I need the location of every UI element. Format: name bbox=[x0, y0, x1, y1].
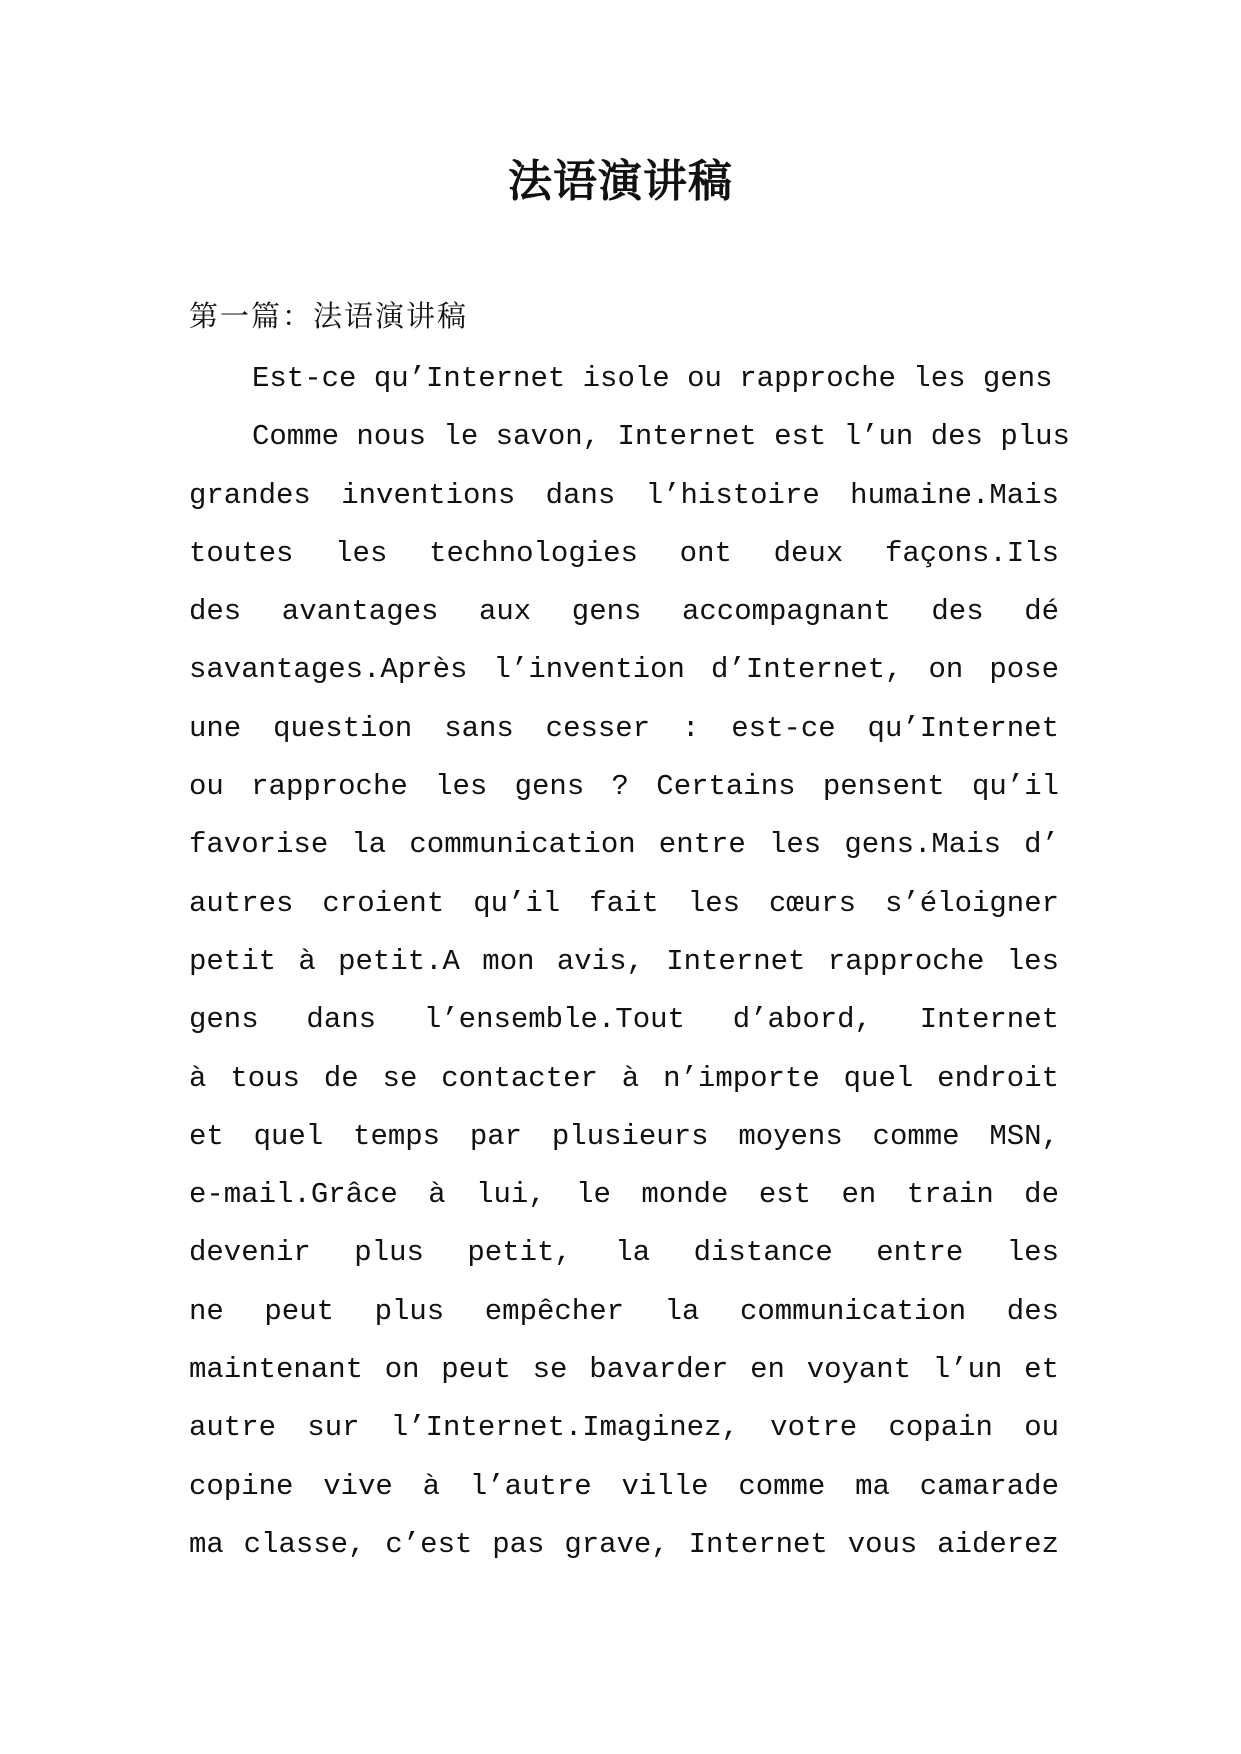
section-heading: 第一篇：法语演讲稿 bbox=[189, 299, 469, 333]
paragraph-line: copine vive à l’autre ville comme ma camarade bbox=[189, 1469, 1059, 1503]
paragraph-line: savantages.Après l’invention d’Internet, on pose bbox=[189, 653, 1059, 687]
paragraph-line: autres croient qu’il fait les cœurs s’éloigner bbox=[189, 886, 1059, 920]
document-title: 法语演讲稿 bbox=[508, 156, 733, 207]
paragraph-line: des avantages aux gens accompagnant des dé bbox=[189, 595, 1059, 629]
paragraph-line: ou rapproche les gens ? Certains pensent qu’il bbox=[189, 770, 1059, 804]
paragraph-line: petit à petit.A mon avis, Internet rapproche les bbox=[189, 944, 1059, 978]
paragraph-line: devenir plus petit, la distance entre les bbox=[189, 1236, 1059, 1270]
paragraph-line: toutes les technologies ont deux façons.Ils bbox=[189, 536, 1059, 570]
paragraph-line: grandes inventions dans l’histoire humaine.Mais bbox=[189, 478, 1059, 512]
paragraph-line: Comme nous le savon, Internet est l’un des plus bbox=[252, 420, 1070, 454]
paragraph-line: une question sans cesser : est-ce qu’Internet bbox=[189, 711, 1059, 745]
paragraph-line: ma classe, c’est pas grave, Internet vous aiderez bbox=[189, 1527, 1059, 1561]
body-text bbox=[189, 350, 1070, 1574]
paragraph-line: autre sur l’Internet.Imaginez, votre copain ou bbox=[189, 1411, 1059, 1445]
paragraph-line: à tous de se contacter à n’importe quel endroit bbox=[189, 1061, 1059, 1095]
paragraph-line: gens dans l’ensemble.Tout d’abord, Internet bbox=[189, 1003, 1059, 1037]
subtitle-line: Est-ce qu’Internet isole ou rapproche les gens bbox=[252, 362, 1053, 395]
paragraph-line: ne peut plus empêcher la communication des bbox=[189, 1294, 1059, 1328]
paragraph-line: et quel temps par plusieurs moyens comme MSN, bbox=[189, 1119, 1059, 1153]
paragraph-line: maintenant on peut se bavarder en voyant l’un et bbox=[189, 1353, 1059, 1387]
paragraph-line: e-mail.Grâce à lui, le monde est en train de bbox=[189, 1178, 1059, 1212]
paragraph-line: favorise la communication entre les gens.Mais d’ bbox=[189, 828, 1059, 862]
